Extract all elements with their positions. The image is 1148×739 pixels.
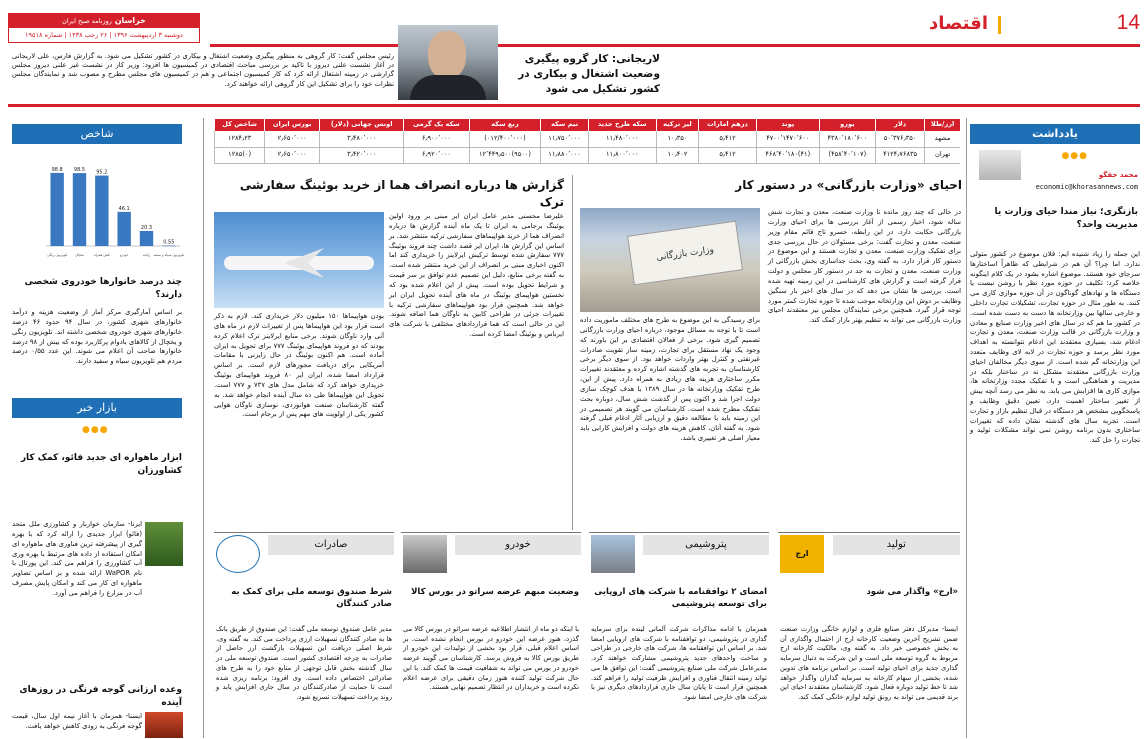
author-name: محمد حقگو	[1098, 171, 1138, 179]
chart-bar	[50, 173, 63, 246]
table-cell: ۶٫۹۲۰٬۰۰۰	[404, 147, 469, 163]
market-news-body-2: ایسنا- همزمان با آغاز نیمه اول سال، قیمت گوجه فرنگی به زودی کاهش خواهد یافت.	[12, 712, 142, 730]
table-cell: (۴۱)۴۶۸٬۴۰٬۱۸۰	[756, 147, 819, 163]
table-header-cell: بورس ایران	[265, 119, 320, 131]
column-title: بازنگری؛ نیاز مندا حیای وزارت یا مدیریت واحد؟	[994, 207, 1138, 230]
table-header-cell: دلار	[875, 119, 924, 131]
news-box-export	[214, 532, 394, 738]
main-story-headline: احیای «وزارت بازرگانی» در دستور کار	[735, 178, 962, 192]
main-story-col1: در حالی که چند روز مانده تا وزارت صنعت، معدن و تجارت شش ساله شود، اخبار رسمی از آغاز بررسی ها برای احیای وزارت بازرگانی حکایت دارد. در این رابطه، خسرو تاج قائم مقام وزیر صنعت، معدن و تجارت گفت: برخی مسئولان در حال بررسی جدی برای تفکیک وزارت صنعت، معدن و تجارت هستند و این موضوع در دستور کار قرار دارد. به گفته وی، بحث جداسازی بخش بازرگانی از وزارت صنعت، معدن و تجارت به جد در دستور کار مجلس و دولت قرار گرفته است و گزارش های کارشناسی در این زمینه تهیه شده است. بررسی ها نشان می دهد که در سال های اخیر بار سنگین وظایف بر دوش این وزارتخانه موجب شده تا حوزه تجارت کمتر مورد توجه قرار گیرد. همچنین برخی نمایندگان مجلس نیز معتقدند احیای وزارت بازرگانی می تواند به تنظیم بهتر بازار کمک کند.	[768, 208, 961, 325]
news-box-auto	[401, 532, 581, 738]
table-cell: ۱۰٫۳۵۰	[656, 131, 698, 147]
market-news-title: ابزار ماهواره ای جدید فائو، کمک کار کشاورزان	[20, 453, 182, 476]
box-title: وضعیت مبهم عرضه سراتو در بورس کالا	[411, 587, 579, 597]
news-box-petrochemical	[589, 532, 769, 738]
fund-logo-icon	[216, 535, 260, 573]
table-cell: ۴۳۸۰٬۱۸۰٬۶۰۰	[819, 131, 875, 147]
table-cell: ۲٫۶۵۰٬۰۰۰	[265, 131, 320, 147]
table-cell: ۴۱۲۴٫۷۶۸۳۵	[875, 147, 924, 163]
market-rates-table	[214, 119, 960, 164]
table-cell: تهران	[925, 147, 960, 163]
issue-line: دوشنبه ۳ اردیبهشت ۱۳۹۶ | ۲۶ رجب ۱۴۳۸ | شماره ۱۹۵۱۸	[25, 31, 183, 39]
dots-divider: ●●●	[82, 425, 109, 435]
table-row	[215, 147, 961, 163]
index-section-header: شاخص	[12, 124, 182, 144]
author-email: economic@khorasannews.com	[1035, 183, 1138, 191]
table-cell: (۰۱۲/۴۰۰٬۰۰۰)	[469, 131, 541, 147]
table-cell: ۵٫۴۱۲	[699, 147, 757, 163]
car-photo-thumb	[403, 535, 447, 573]
top-story-body: رئیس مجلس گفت: کار گروهی به منظور پیگیری وضعیت اشتغال و بیکاری در کشور تشکیل می شود. به گزارش فارس، علی لاریجانی در آغاز نشست علنی دیروز با تاکید بر بررسی مباحث اقتصادی در کمیسیون ها افزود: وزیر کار در نشست غیر علنی دیروز مجلس گزارشی در زمینه اشتغال ارائه کرد که کار کمیسیون اجتماعی و هم در کمیسیون های مجلس مطرح و مصوب شد و نمایندگان مجلس نظرات خود را برای تشکیل این کار گروهی ارائه خواهند کرد.	[12, 52, 394, 88]
boeing-story-col1: علیرضا محسنی مدیر عامل ایران ایر مبنی بر ورود اولین بوئینگ برجامی به ایران تا یک ماه آینده گزارش ها درباره انصراف هما از خرید هواپیماهای سفارشی ترکیه منتشر شد. بر اساس این گزارش ها، ایران ایر قصد داشت چند فروند بوئینگ ۷۷۷ سفارش شده توسط ترکیش ایرلاینز را خریداری کند اما اکنون اخباری مبنی بر انصراف از این خرید منتشر شده است. به گفته برخی منابع، دلیل این تصمیم عدم توافق بر سر قیمت و شرایط تحویل بوده است. پیش از این اعلام شده بود که نخستین هواپیمای بوئینگ در ماه های آینده تحویل ایران ایر خواهد شد. همچنین قرار بود هواپیماهای سفارشی ترکیه با تغییرات جزئی در طراحی کابین به ناوگان هما اضافه شوند. این در حالی است که هما قراردادهای مختلفی با شرکت های ایرباس و بوئینگ امضا کرده است.	[389, 212, 564, 339]
index-question: چند درصد خانوارها خودروی شخصی دارند؟	[24, 277, 182, 300]
box-section-label: صادرات	[268, 535, 394, 555]
table-cell: ۵٫۴۱۲	[699, 131, 757, 147]
bar-value-label: 98.5	[73, 167, 86, 174]
top-story-headline: لاریجانی: کار گروه پیگیری وضعیت اشتغال و بیکاری در کشور تشکیل می شود	[518, 53, 660, 96]
table-cell: ۴۷۰۰٬۱۴۷۰٬۶۰۰	[756, 131, 819, 147]
author-photo	[979, 150, 1021, 180]
table-cell: ۱۲۸۴٫۲۳	[215, 131, 265, 147]
table-cell: ۱۱٫۸۰۰٬۰۰۰	[588, 147, 656, 163]
table-header-cell: سکه یک گرمی	[404, 119, 469, 131]
box-title: «ارج» واگذار می شود	[866, 587, 958, 597]
refinery-photo-thumb	[591, 535, 635, 573]
columnist-header: یادداشت	[970, 124, 1140, 144]
box-section-label: پتروشیمی	[643, 535, 769, 555]
table-header-cell: ارز/طلا	[925, 119, 960, 131]
table-cell: ۶٫۹۰۰٬۰۰۰	[404, 131, 469, 147]
chart-bar	[140, 231, 153, 246]
table-header-cell: اونس جهانی (دلار)	[320, 119, 404, 131]
market-news-body: ایرنا- سازمان خواربار و کشاورزی ملل متحد (فائو) ابزار جدیدی را ارائه کرد که با بهره گیری از پیشرفته ترین فناوری های ماهواره ای امکان استفاده از داده های مرتبط با بهره وری آب کشاورزی را فراهم می کند. این پورتال با نام WaPOR ارائه شده و بر اساس تصاویر ماهواره ای کار می کند و امکان پایش مصرف آب در مزارع را فراهم می آورد.	[12, 520, 142, 597]
column-separator	[966, 118, 967, 738]
table-header-cell: یورو	[819, 119, 875, 131]
header-rule	[210, 44, 1140, 47]
category-label: تلویزیون سیاه و سفید	[153, 253, 185, 257]
box-body: مدیر عامل صندوق توسعه ملی گفت: این صندوق از طریق بانک ها به صادر کنندگان تسهیلات ارزی پرداخت می کند. به گفته وی، شرط اصلی دریافت این تسهیلات بازگشت ارز حاصل از صادرات به چرخه اقتصادی کشور است. صندوق توسعه ملی در سال گذشته بخش قابل توجهی از منابع خود را به طرح های صادراتی اختصاص داده است. وی افزود: برنامه ریزی شده است تا حمایت از صادرکنندگان در سال جاری افزایش یابد و روند پرداخت تسهیلات تسریع شود.	[216, 625, 392, 702]
box-section-label: تولید	[833, 535, 960, 555]
table-header-cell: شاخص کل	[215, 119, 265, 131]
category-label: رایانه	[142, 253, 151, 257]
table-cell: ۱۱٫۷۵۰٬۰۰۰	[541, 131, 588, 147]
section-title: اقتصاد	[928, 13, 988, 34]
bar-value-label: 98.8	[51, 166, 63, 173]
main-story-photo	[580, 208, 760, 312]
story-separator	[572, 175, 573, 530]
top-band-rule	[8, 104, 1140, 107]
chart-bar	[162, 246, 175, 247]
category-label: یخچال	[75, 253, 84, 257]
table-cell: ۳٫۴۸۰٬۰۰۰	[320, 131, 404, 147]
table-cell: ۱۰٫۴۰۲	[656, 147, 698, 163]
box-body: ایسنا- مدیرکل دفتر صنایع فلزی و لوازم خانگی وزارت صنعت ضمن تشریح آخرین وضعیت کارخانه ارج از احتمال واگذاری آن به بخش خصوصی خبر داد. به گفته وی، مالکیت کارخانه ارج مربوط به گروه توسعه ملی است و این شرکت به دنبال سرمایه گذاری جدید برای احیای تولید است. بر اساس برنامه های تدوین شده، بخشی از سهام کارخانه به سرمایه گذاران واگذار خواهد شد تا خط تولید دوباره فعال شود. کارشناسان معتقدند احیای این برند قدیمی می تواند به رونق تولید لوازم خانگی کمک کند.	[780, 625, 958, 702]
arj-logo-thumb: ارج	[780, 535, 824, 573]
table-header-cell: نیم سکه	[541, 119, 588, 131]
column-separator	[203, 118, 204, 738]
bar-value-label: 95.2	[96, 169, 108, 176]
masthead	[8, 13, 200, 43]
column-body: این جمله را زیاد شنیده ایم: فلان موضوع در کشور متولی ندارد. اما چرا؟ آن هم در شرایطی که ظاهراً اساختارها سرجای خود هستند. موضوع اشاره بشود در یک کلام اینگونه خلاصه کرد: تکلیف در حوزه مورد نظر با روشن نیست یا دستگاه ها و نهادهای گوناگون در آن حوزه موازی کاری می کنند. به طور مثال در حوزه تجارت، تشکیلات تجارت داخلی و خارجی سالها بین وزارتخانه ها دست به دست شده است. در کشور ما هم که در سال های اخیر وزارت صنایع و معادن و وزارت بازرگانی در قالب وزارت صنعت، معدن و تجارت ادغام شد، بسیاری معتقدند این ادغام نتوانسته به اهداف مورد نظر برسد و حوزه تجارت در لابه لای وظایف متعدد این وزارتخانه گم شده است. از سوی دیگر مخالفان احیای وزارت بازرگانی معتقدند مشکل نه در ساختار بلکه در مدیریت و هماهنگی است و با تفکیک مجدد وزارتخانه ها، موازی کاری ها افزایش می یابد. به نظر می رسد آنچه بیش از تغییر ساختار اهمیت دارد، تعیین دقیق وظایف و پاسخگویی مشخص هر دستگاه در قبال تنظیم بازار و تجارت است. تجربه سال های گذشته نشان داده که تغییرات ساختاری بدون برنامه روشن نمی تواند مشکلات تولید و تجارت را حل کند.	[970, 250, 1140, 445]
bar-value-label: 0.55	[163, 239, 175, 246]
table-header-cell: لیر ترکیه	[656, 119, 698, 131]
table-cell: (۴۵۸٬۴۰٬۱۰۷)	[819, 147, 875, 163]
table-cell: ۱۱٫۸۸۰٬۰۰۰	[541, 147, 588, 163]
box-body: همزمان با ادامه مذاکرات شرکت آلمانی لینده برای سرمایه گذاری در پتروشیمی، دو توافقنامه با شرکت های اروپایی امضا شد. بر اساس این توافقنامه ها، شرکت های خارجی در طراحی و ساخت واحدهای جدید پتروشیمی مشارکت خواهند کرد. مدیرعامل شرکت ملی صنایع پتروشیمی گفت: این توافق ها می تواند زمینه انتقال فناوری و افزایش ظرفیت تولید را فراهم کند. همچنین قرار است تا پایان سال جاری قراردادهای دیگری نیز با شرکت های خارجی امضا شود.	[591, 625, 767, 702]
market-news-title-2: وعده ارزانی گوجه فرنگی در روزهای آینده	[19, 685, 182, 709]
table-header-cell: درهم امارات	[699, 119, 757, 131]
boeing-photo	[214, 212, 384, 308]
table-row	[215, 131, 961, 147]
chart-bar	[95, 176, 108, 246]
sign-text: وزارت بازرگانی	[655, 245, 715, 263]
box-title: امضای ۲ توافقنامه با شرکت های اروپایی برای توسعه پتروشیمی	[594, 587, 767, 609]
tomato-photo-thumb	[145, 712, 183, 738]
chart-bar	[73, 173, 86, 246]
table-cell: (۹۵۰۰)۱۲٬۴۴۹٫۵۰۰	[469, 147, 541, 163]
table-cell: ۱۱٫۴۸۰٬۰۰۰	[588, 131, 656, 147]
dots-divider: ●●●	[1061, 151, 1088, 161]
table-header-cell: سکه طرح جدید	[588, 119, 656, 131]
box-title: شرط صندوق توسعه ملی برای کمک به صادر کنندگان	[231, 587, 392, 609]
boeing-story-col2: بودن هواپیماها ۱۵۰ میلیون دلار خریداری کند. لازم به ذکر است قرار بود این هواپیماها پس از تغییرات لازم در ماه های آتی وارد ناوگان شوند. برخی منابع ایرلاینز ترک اعلام کرده بودند که دو فروند هواپیمای بوئینگ ۷۷۷ برای تحویل به ایران آماده است. هم اکنون بوئینگ در حال رایزنی با مقامات آمریکایی برای دریافت مجوزهای لازم است. بر اساس قرارداد امضا شده، ایران ایر ۸۰ فروند هواپیمای بوئینگ خریداری خواهد کرد که شامل مدل های ۷۳۷ و ۷۷۷ است. تحویل این هواپیماها طی ده سال آینده انجام خواهد شد. به گفته کارشناسان صنعت هوانوردی، نوسازی ناوگان هوایی کشور یکی از اولویت های مهم پس از برجام است.	[214, 312, 385, 419]
bar-value-label: 20.3	[140, 224, 153, 231]
chart-bar	[117, 212, 130, 246]
top-story-photo	[398, 25, 498, 100]
market-news-header: بازار خبر	[12, 398, 182, 418]
table-cell: ۳٫۴۲۰٬۰۰۰	[320, 147, 404, 163]
table-header-cell: پوند	[756, 119, 819, 131]
table-header-cell: ربع سکه	[469, 119, 541, 131]
category-label: خودرو	[119, 253, 129, 257]
table-cell: (۰)۱۲۸۵	[215, 147, 265, 163]
boeing-story-headline: گزارش ها درباره انصراف هما از خرید بوئینگ سفارشی ترک	[239, 178, 564, 210]
page-number: 14	[1116, 11, 1140, 34]
box-section-label: خودرو	[455, 535, 581, 555]
category-label: تلویزیون رنگی	[47, 253, 68, 257]
table-cell: مشهد	[925, 131, 960, 147]
table-cell: ۲٫۶۵۰٬۰۰۰	[265, 147, 320, 163]
category-label: تلفن همراه	[93, 253, 110, 257]
field-photo-thumb	[145, 522, 183, 566]
news-box-production	[778, 532, 960, 738]
household-goods-bar-chart	[40, 160, 185, 260]
box-body: با اینکه دو ماه از انتشار اطلاعیه عرضه سراتو در بورس کالا می گذرد، هنوز عرضه این خودرو در بورس انجام نشده است. بر اساس اعلام قبلی، قرار بود بخشی از تولیدات این خودرو از طریق بورس کالا به فروش برسد. کارشناسان می گویند عرضه خودرو در بورس می تواند به شفافیت قیمت ها کمک کند. با این حال شرکت تولید کننده هنوز زمان دقیقی برای عرضه اعلام نکرده است و خریداران در انتظار تصمیم نهایی هستند.	[403, 625, 579, 692]
index-body: بر اساس آمارگیری مرکز آمار از وضعیت هزینه و درآمد خانوارهای شهری کشور، در سال ۹۴ حدود ۴۶ درصد خانوارهای شهری خودروی شخصی داشته اند. تلویزیون رنگی و یخچال از کالاهای بادوام پرکاربرد بوده که بیش از ۹۸ درصد خانوارها صاحب آن اعلام می شوند. این عدد ۰/۵۵ درصد مردم هم تلویزیون سیاه و سفید دارند.	[12, 308, 183, 366]
section-accent-bar	[998, 16, 1001, 34]
bar-value-label: 46.1	[118, 205, 130, 212]
table-cell: ۵۰٬۳۷۶٫۳۵۰	[875, 131, 924, 147]
main-story-col2: برای رسیدگی به این موضوع به طرح های مختلف ماموریت داده است تا با توجه به مسائل موجود، درباره احیای وزارت بازرگانی تصمیم گیری شود. برخی از فعالان اقتصادی بر این باورند که وجود یک نهاد مستقل برای تجارت، زمینه ساز تقویت صادرات غیرنفتی و کنترل بهتر واردات خواهد بود. از سوی دیگر برخی کارشناسان به تجربه های گذشته اشاره کرده و معتقدند تغییرات مکرر ساختاری هزینه های زیادی به همراه دارد. پیش از این، طرح تفکیک وزارتخانه ها در سال ۱۳۸۹ با هدف کوچک سازی دولت اجرا شد و اکنون پس از گذشت شش سال، دوباره بحث تفکیک مطرح شده است. کارشناسان می گویند هر تصمیمی در این زمینه باید با مطالعه دقیق و ارزیابی آثار ادغام قبلی گرفته شود. به گفته آنان، کاهش هزینه های دولت و افزایش کارایی باید معیار اصلی هر تغییری باشد.	[580, 316, 760, 443]
brand-logo: خراسان روزنامه صبح ایران	[9, 14, 199, 28]
